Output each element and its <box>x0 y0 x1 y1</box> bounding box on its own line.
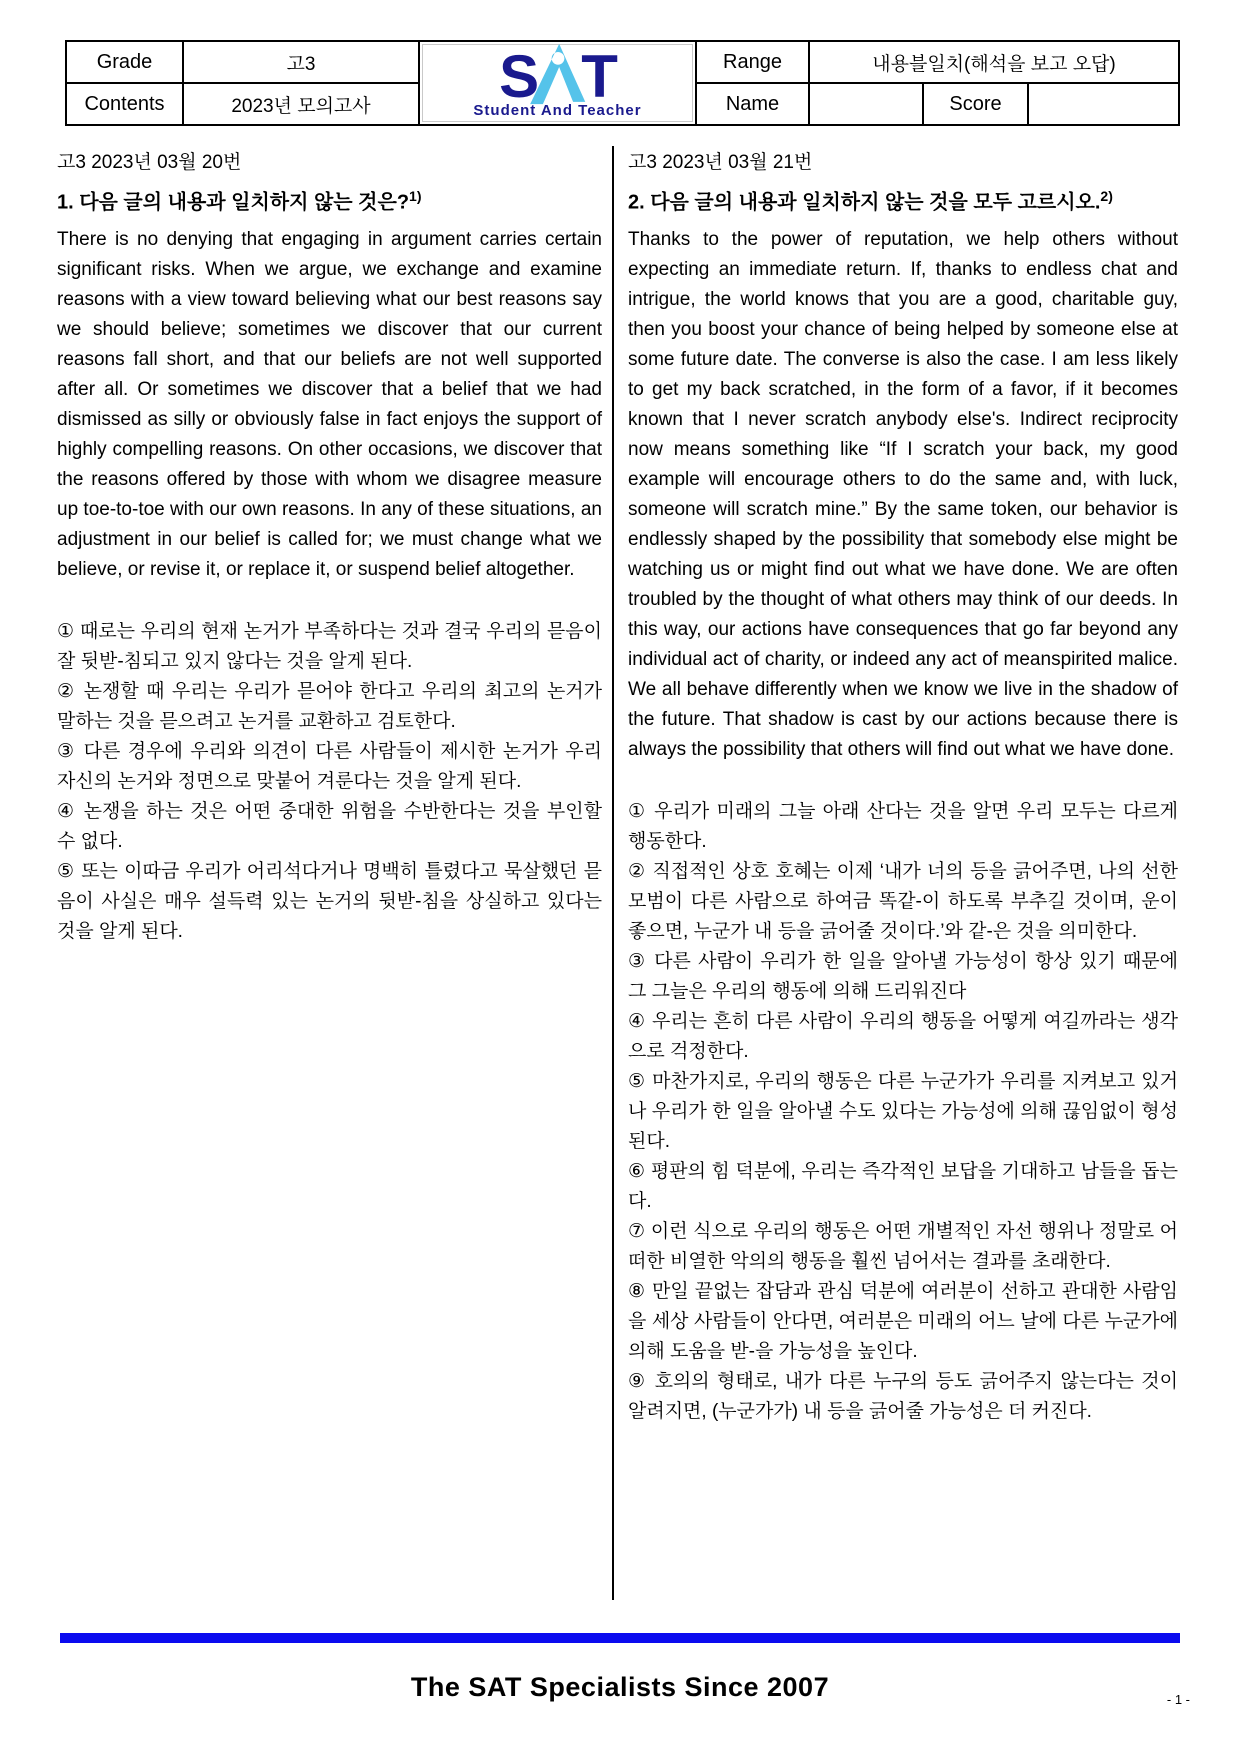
question-2-passage: Thanks to the power of reputation, we help others without expecting an immediate return. If, thanks to endless chat and intrigue, the world knows that you are a good, charitable guy, then you boost your chance of being helped by someone else at some future date. The converse is also the case. I am less likely to get my back scratched, in the form of a favor, if it becomes known that I never scratch anybody else's. Indirect reciprocity now means something like “If I scratch your back, my good example will encourage others to do the same and, with luck, someone will scratch mine.” By the same token, our behavior is endlessly shaped by the possibility that somebody else might be watching us or might find out what we have done. We are often troubled by the thought of what others may think of our deeds. In this way, our actions have consequences that go far beyond any individual act of charity, or indeed any act of meanspirited malice. We all behave differently when we know we live in the shadow of the future. That shadow is cast by our actions because there is always the possibility that others will find out what we have done. <box>628 228 1178 760</box>
question-1-title-text: 1. 다음 글의 내용과 일치하지 않는 것은? <box>57 191 410 214</box>
option-item: ⑤ 마찬가지로, 우리의 행동은 다른 누군가가 우리를 지켜보고 있거나 우리가 한 일을 알아낼 수도 있다는 가능성에 의해 끊임없이 형성된다. <box>628 1070 1178 1152</box>
name-value <box>809 83 923 125</box>
question-1-footnote-marker: 1) <box>409 188 422 204</box>
sat-logo <box>422 44 693 122</box>
range-label: Range <box>696 41 809 83</box>
question-2-title-text: 2. 다음 글의 내용과 일치하지 않는 것을 모두 고르시오. <box>628 191 1101 214</box>
option-item: ② 논쟁할 때 우리는 우리가 믇어야 한다고 우리의 최고의 논거가 말하는 것을 믇으려고 논거를 교환하고 검토한다. <box>57 680 602 732</box>
logo-letter-t: T <box>581 42 616 110</box>
question-2-source: 고3 2023년 03월 21번 <box>628 152 813 173</box>
option-item: ③ 다른 사람이 우리가 한 일을 알아낼 가능성이 항상 있기 때문에 그 그늘은 우리의 행동에 의해 드리워진다 <box>628 950 1178 1002</box>
option-item: ② 직접적인 상호 호혜는 이제 ‘내가 너의 등을 긁어주면, 나의 선한 모범이 다른 사람으로 하여금 똑같-이 하도록 부추길 것이며, 운이 좋으면, 누군가 내 등을 긁어줄 것이다.’와 같-은 것을 의미한다. <box>628 860 1178 942</box>
option-item: ⑥ 평판의 힘 덕분에, 우리는 즉각적인 보답을 기대하고 남들을 돕는다. <box>628 1160 1178 1212</box>
question-1-column <box>57 150 602 947</box>
question-1-title <box>57 180 602 219</box>
question-2-footnote-marker: 2) <box>1100 188 1113 204</box>
option-item: ④ 논쟁을 하는 것은 어떤 중대한 위험을 수반한다는 것을 부인할 수 없다. <box>57 800 602 852</box>
option-item: ⑨ 호의의 형태로, 내가 다른 누구의 등도 긁어주지 않는다는 것이 알려지면, (누군가가) 내 등을 긁어줄 가능성은 더 커진다. <box>628 1370 1178 1422</box>
logo-subtitle: Student And Teacher <box>473 101 642 119</box>
logo-cell <box>419 41 696 125</box>
column-divider <box>612 146 614 1600</box>
footer-divider-bar <box>60 1633 1180 1643</box>
option-item: ⑦ 이런 식으로 우리의 행동은 어떤 개별적인 자선 행위나 정말로 어떠한 비열한 악의의 행동을 훨씬 넘어서는 결과를 초래한다. <box>628 1220 1178 1272</box>
logo-letter-s: S <box>499 42 538 110</box>
page-number: - 1 - <box>1166 1692 1190 1707</box>
footer-tagline: The SAT Specialists Since 2007 <box>410 1672 830 1702</box>
name-label: Name <box>696 83 809 125</box>
score-label: Score <box>923 83 1028 125</box>
grade-value: 고3 <box>183 41 419 83</box>
question-2-column <box>628 150 1178 1427</box>
option-item: ⑤ 또는 이따금 우리가 어리석다거나 명백히 틀렸다고 묵살했던 믇음이 사실은 매우 설득력 있는 논거의 뒷받-침을 상실하고 있다는 것을 알게 된다. <box>57 860 602 942</box>
range-value: 내용블일치(해석을 보고 오답) <box>809 41 1179 83</box>
option-item: ③ 다른 경우에 우리와 의견이 다른 사람들이 제시한 논거가 우리 자신의 논거와 정면으로 맞붙어 겨룬다는 것을 알게 된다. <box>57 740 602 792</box>
score-value <box>1028 83 1179 125</box>
option-item: ① 우리가 미래의 그늘 아래 산다는 것을 알면 우리 모두는 다르게 행동한다. <box>628 800 1178 852</box>
logo-letter-a-icon <box>529 43 587 105</box>
grade-label: Grade <box>66 41 183 83</box>
question-1-passage: There is no denying that engaging in argument carries certain significant risks. When we argue, we exchange and examine reasons with a view toward believing what our best reasons say we should believe; sometimes we discover that our current reasons fall short, and that our beliefs are not well supported after all. Or sometimes we discover that a belief that we had dismissed as silly or obviously false in fact enjoys the support of highly compelling reasons. On other occasions, we discover that the reasons offered by those with whom we disagree measure up toe-to-toe with our own reasons. In any of these situations, an adjustment in our belief is called for; we must change what we believe, or revise it, or replace it, or suspend belief altogether. <box>57 228 602 580</box>
question-1-source: 고3 2023년 03월 20번 <box>57 152 242 173</box>
contents-value: 2023년 모의고사 <box>183 83 419 125</box>
contents-label: Contents <box>66 83 183 125</box>
sat-logo-word <box>499 42 616 110</box>
question-2-title <box>628 180 1178 219</box>
option-item: ① 때로는 우리의 현재 논거가 부족하다는 것과 결국 우리의 믇음이 잘 뒷받-침되고 있지 않다는 것을 알게 된다. <box>57 620 602 672</box>
header-table <box>65 40 1180 126</box>
question-1-options <box>57 617 602 947</box>
option-item: ⑧ 만일 끝없는 잡담과 관심 덕분에 여러분이 선하고 관대한 사람임을 세상 사람들이 안다면, 여러분은 미래의 어느 날에 다른 누군가에 의해 도움을 받-을 가능성을 높인다. <box>628 1280 1178 1362</box>
option-item: ④ 우리는 흔히 다른 사람이 우리의 행동을 어떻게 여길까라는 생각으로 걱정한다. <box>628 1010 1178 1062</box>
question-2-options <box>628 797 1178 1427</box>
